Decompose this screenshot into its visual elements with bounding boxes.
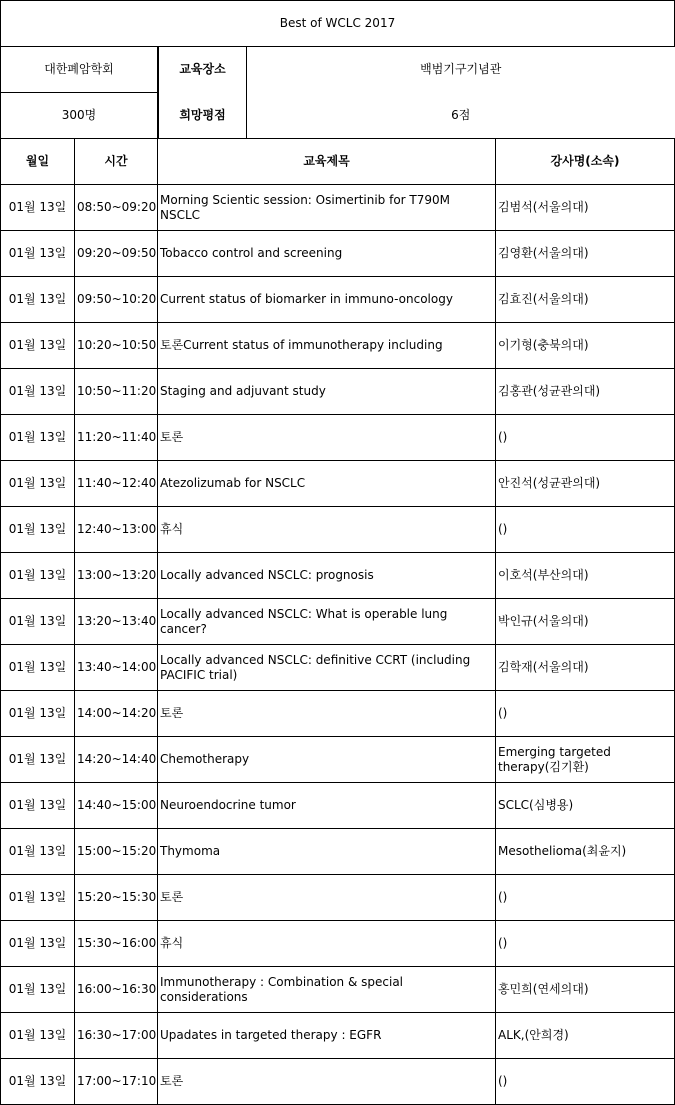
row-lecturer: () xyxy=(496,921,675,967)
table-row xyxy=(1,231,675,277)
row-lecturer: SCLC(심병용) xyxy=(496,783,675,829)
table-row xyxy=(1,553,675,599)
row-lecturer: 안진석(성균관의대) xyxy=(496,461,675,507)
row-time: 14:40~15:00 xyxy=(75,783,158,829)
venue-label: 교육장소 xyxy=(159,47,247,93)
row-date: 01월 13일 xyxy=(1,369,75,415)
venue-value: 백범기구기념관 xyxy=(247,47,675,93)
row-lecturer: 김홍관(성균관의대) xyxy=(496,369,675,415)
row-date: 01월 13일 xyxy=(1,875,75,921)
table-row xyxy=(1,369,675,415)
row-time: 15:20~15:30 xyxy=(75,875,158,921)
row-date: 01월 13일 xyxy=(1,783,75,829)
row-time: 10:20~10:50 xyxy=(75,323,158,369)
row-date: 01월 13일 xyxy=(1,1013,75,1059)
header-row xyxy=(1,139,675,185)
row-date: 01월 13일 xyxy=(1,599,75,645)
row-subject: Thymoma xyxy=(158,829,496,875)
table-row xyxy=(1,415,675,461)
row-date: 01월 13일 xyxy=(1,691,75,737)
row-date: 01월 13일 xyxy=(1,231,75,277)
row-date: 01월 13일 xyxy=(1,277,75,323)
row-date: 01월 13일 xyxy=(1,829,75,875)
table-row xyxy=(1,1013,675,1059)
row-time: 16:30~17:00 xyxy=(75,1013,158,1059)
points-value: 6점 xyxy=(247,93,675,139)
row-lecturer: () xyxy=(496,507,675,553)
table-row xyxy=(1,461,675,507)
row-subject: Current status of biomarker in immuno-oncology xyxy=(158,277,496,323)
table-row xyxy=(1,599,675,645)
row-lecturer: 김범석(서울의대) xyxy=(496,185,675,231)
row-date: 01월 13일 xyxy=(1,507,75,553)
row-time: 13:00~13:20 xyxy=(75,553,158,599)
row-subject: Locally advanced NSCLC: prognosis xyxy=(158,553,496,599)
row-subject: 토론 xyxy=(158,415,496,461)
table-row xyxy=(1,1059,675,1105)
row-subject: Locally advanced NSCLC: definitive CCRT (including PACIFIC trial) xyxy=(158,645,496,691)
row-date: 01월 13일 xyxy=(1,461,75,507)
row-lecturer: () xyxy=(496,415,675,461)
row-subject: Morning Scientic session: Osimertinib for T790M NSCLC xyxy=(158,185,496,231)
table-row xyxy=(1,507,675,553)
row-subject: Tobacco control and screening xyxy=(158,231,496,277)
row-subject: Staging and adjuvant study xyxy=(158,369,496,415)
row-subject: 토론Current status of immunotherapy including xyxy=(158,323,496,369)
row-date: 01월 13일 xyxy=(1,1059,75,1105)
row-time: 15:30~16:00 xyxy=(75,921,158,967)
table-row xyxy=(1,277,675,323)
row-subject: Locally advanced NSCLC: What is operable lung cancer? xyxy=(158,599,496,645)
header-subject: 교육제목 xyxy=(158,139,496,185)
row-lecturer: Mesothelioma(최윤지) xyxy=(496,829,675,875)
row-subject: 토론 xyxy=(158,691,496,737)
course-title: Best of WCLC 2017 xyxy=(1,1,675,47)
row-subject: 휴식 xyxy=(158,921,496,967)
capacity: 300명 xyxy=(1,93,158,139)
row-time: 13:40~14:00 xyxy=(75,645,158,691)
row-lecturer: ALK,(안희경) xyxy=(496,1013,675,1059)
row-subject: Immunotherapy : Combination & special considerations xyxy=(158,967,496,1013)
row-date: 01월 13일 xyxy=(1,737,75,783)
row-lecturer: 김학재(서울의대) xyxy=(496,645,675,691)
table-row xyxy=(1,737,675,783)
organizer: 대한폐암학회 xyxy=(1,47,158,93)
points-label: 희망평점 xyxy=(159,93,247,139)
venue-row xyxy=(1,47,675,93)
header-lecturer: 강사명(소속) xyxy=(496,139,675,185)
header-date: 월일 xyxy=(1,139,75,185)
table-row xyxy=(1,921,675,967)
row-date: 01월 13일 xyxy=(1,967,75,1013)
row-lecturer: 이기형(충북의대) xyxy=(496,323,675,369)
row-lecturer: 김영환(서울의대) xyxy=(496,231,675,277)
row-time: 10:50~11:20 xyxy=(75,369,158,415)
row-lecturer: Emerging targeted therapy(김기환) xyxy=(496,737,675,783)
row-time: 13:20~13:40 xyxy=(75,599,158,645)
row-time: 09:50~10:20 xyxy=(75,277,158,323)
row-date: 01월 13일 xyxy=(1,323,75,369)
row-lecturer: 홍민희(연세의대) xyxy=(496,967,675,1013)
row-lecturer: 박인규(서울의대) xyxy=(496,599,675,645)
table-row xyxy=(1,645,675,691)
row-date: 01월 13일 xyxy=(1,645,75,691)
row-subject: 토론 xyxy=(158,1059,496,1105)
row-subject: 토론 xyxy=(158,875,496,921)
row-date: 01월 13일 xyxy=(1,415,75,461)
row-subject: Upadates in targeted therapy : EGFR xyxy=(158,1013,496,1059)
row-subject: Chemotherapy xyxy=(158,737,496,783)
row-lecturer: 김효진(서울의대) xyxy=(496,277,675,323)
row-date: 01월 13일 xyxy=(1,921,75,967)
title-row xyxy=(1,1,675,47)
header-time: 시간 xyxy=(75,139,158,185)
table-row xyxy=(1,185,675,231)
row-time: 14:20~14:40 xyxy=(75,737,158,783)
table-row xyxy=(1,691,675,737)
row-lecturer: 이호석(부산의대) xyxy=(496,553,675,599)
row-lecturer: () xyxy=(496,691,675,737)
table-row xyxy=(1,829,675,875)
row-time: 14:00~14:20 xyxy=(75,691,158,737)
table-row xyxy=(1,875,675,921)
row-time: 12:40~13:00 xyxy=(75,507,158,553)
table-row xyxy=(1,783,675,829)
row-time: 08:50~09:20 xyxy=(75,185,158,231)
row-date: 01월 13일 xyxy=(1,553,75,599)
row-time: 16:00~16:30 xyxy=(75,967,158,1013)
row-subject: 휴식 xyxy=(158,507,496,553)
row-time: 17:00~17:10 xyxy=(75,1059,158,1105)
row-time: 15:00~15:20 xyxy=(75,829,158,875)
points-row xyxy=(1,93,675,139)
row-lecturer: () xyxy=(496,875,675,921)
row-date: 01월 13일 xyxy=(1,185,75,231)
row-time: 11:40~12:40 xyxy=(75,461,158,507)
row-subject: Neuroendocrine tumor xyxy=(158,783,496,829)
row-subject: Atezolizumab for NSCLC xyxy=(158,461,496,507)
row-time: 11:20~11:40 xyxy=(75,415,158,461)
table-row xyxy=(1,323,675,369)
row-lecturer: () xyxy=(496,1059,675,1105)
table-row xyxy=(1,967,675,1013)
row-time: 09:20~09:50 xyxy=(75,231,158,277)
